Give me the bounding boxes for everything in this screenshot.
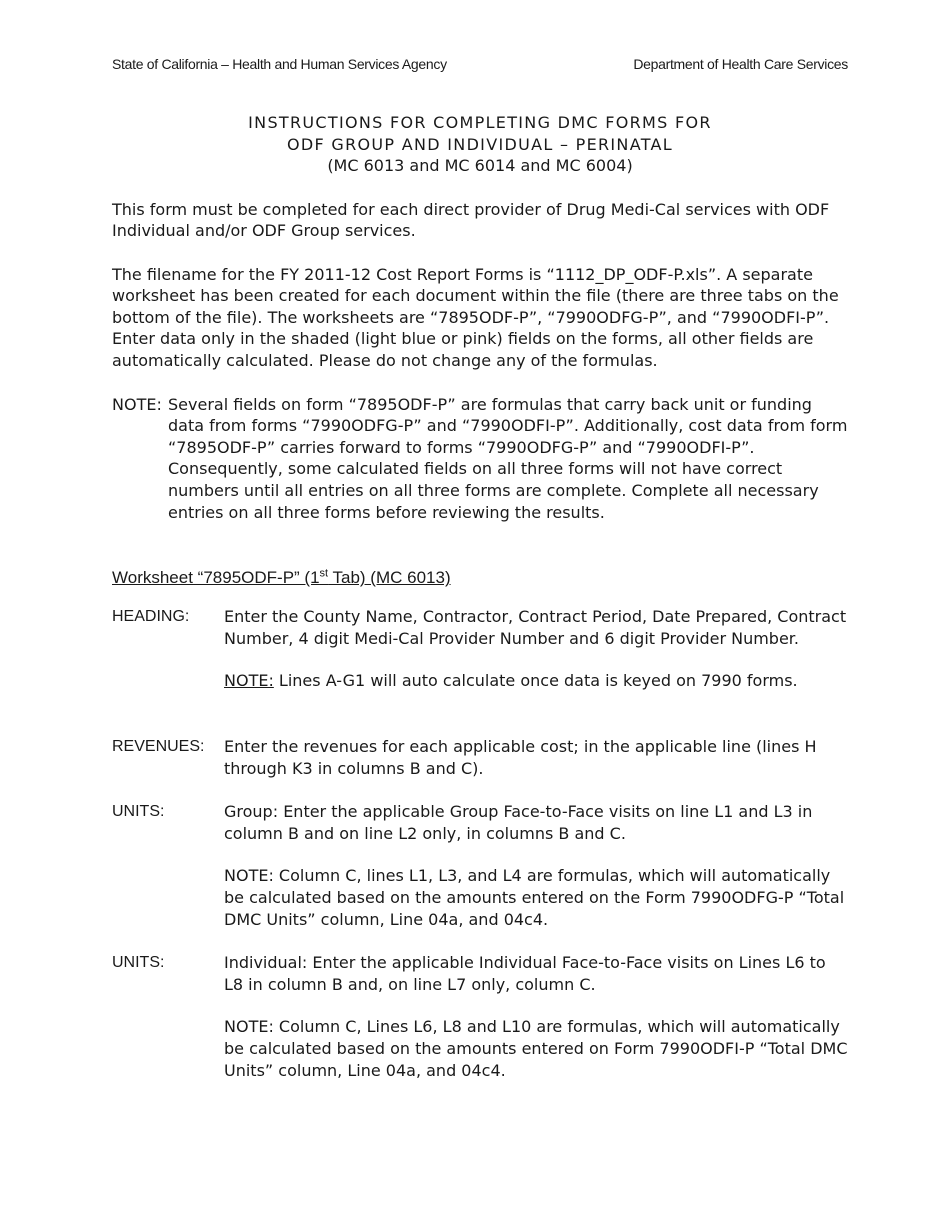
- worksheet-title-pre: Worksheet “7895ODF-P” (1: [112, 568, 320, 588]
- worksheet-title-post: Tab) (MC 6013): [328, 568, 451, 588]
- section-heading: [112, 606, 848, 692]
- section-revenues-text: Enter the revenues for each applicable cost; in the applicable line (lines H through K3 in columns B and C).: [224, 737, 817, 778]
- document-title: [112, 112, 848, 177]
- worksheet-title-sup: st: [319, 567, 329, 580]
- section-units-individual-label: UNITS:: [112, 954, 165, 972]
- section-units-individual: [112, 952, 848, 1081]
- section-heading-body: [224, 606, 848, 692]
- header-department: Department of Health Care Services: [633, 56, 848, 72]
- section-heading-note: [224, 670, 848, 692]
- worksheet-title: [112, 566, 848, 590]
- section-units-individual-text: Individual: Enter the applicable Individual Face-to-Face visits on Lines L6 to L8 in column B and, on line L7 only, column C.: [224, 953, 826, 994]
- title-line-2: ODF GROUP AND INDIVIDUAL – PERINATAL: [287, 134, 673, 154]
- section-units-group-note: NOTE: Column C, lines L1, L3, and L4 are formulas, which will automatically be calculated based on the amounts entered on the Form 7990ODFG-P “Total DMC Units” column, Line 04a, and 04c4.: [224, 866, 845, 929]
- general-note-text: Several fields on form “7895ODF-P” are formulas that carry back unit or funding data from forms “7990ODFG-P” and “7990ODFI-P”. Additionally, cost data from form “7895ODF-P” carries forward to forms “7990ODFG-P” and “7990ODFI-P”. Consequently, some calculated fields on all three forms will not have correct numbers until all entries on all three forms are complete. Complete all necessary entries on all three forms before reviewing the results.: [168, 394, 848, 522]
- document-page: [112, 54, 848, 1081]
- general-note: [112, 394, 848, 524]
- section-units-individual-body: [224, 952, 848, 1081]
- section-revenues-label: REVENUES:: [112, 738, 205, 755]
- section-heading-note-text: Lines A-G1 will auto calculate once data is keyed on 7990 forms.: [273, 671, 798, 691]
- section-revenues-body: [224, 736, 848, 779]
- title-line-3: (MC 6013 and MC 6014 and MC 6004): [327, 156, 633, 175]
- section-heading-label: HEADING:: [112, 608, 190, 626]
- section-heading-text: Enter the County Name, Contractor, Contract Period, Date Prepared, Contract Number, 4 digit Medi-Cal Provider Number and 6 digit Provider Number.: [224, 607, 847, 648]
- section-units-group-body: [224, 801, 848, 930]
- section-revenues: [112, 736, 848, 779]
- general-note-label: NOTE:: [112, 394, 162, 414]
- section-units-group-label: UNITS:: [112, 803, 165, 821]
- section-units-group: [112, 801, 848, 930]
- title-line-1: INSTRUCTIONS FOR COMPLETING DMC FORMS FOR: [248, 113, 712, 132]
- intro-paragraph-2: The filename for the FY 2011-12 Cost Report Forms is “1112_DP_ODF-P.xls”. A separate worksheet has been created for each document within the file (there are three tabs on the bottom of the file). The worksheets are “7895ODF-P”, “7990ODFG-P”, and “7990ODFI-P”. Enter data only in the shaded (light blue or pink) fields on the forms, all other fields are automatically calculated. Please do not change any of the formulas.: [112, 264, 839, 371]
- section-units-individual-note: NOTE: Column C, Lines L6, L8 and L10 are formulas, which will automatically be calculated based on the amounts entered on Form 7990ODFI-P “Total DMC Units” column, Line 04a, and 04c4.: [224, 1017, 848, 1080]
- section-heading-note-label: NOTE:: [224, 671, 274, 691]
- page-header: [112, 54, 848, 74]
- section-units-group-text: Group: Enter the applicable Group Face-to-Face visits on line L1 and L3 in column B and on line L2 only, in columns B and C.: [224, 802, 813, 843]
- header-agency: State of California – Health and Human Services Agency: [112, 56, 447, 72]
- intro-paragraph-1: This form must be completed for each direct provider of Drug Medi-Cal services with ODF Individual and/or ODF Group services.: [112, 199, 830, 241]
